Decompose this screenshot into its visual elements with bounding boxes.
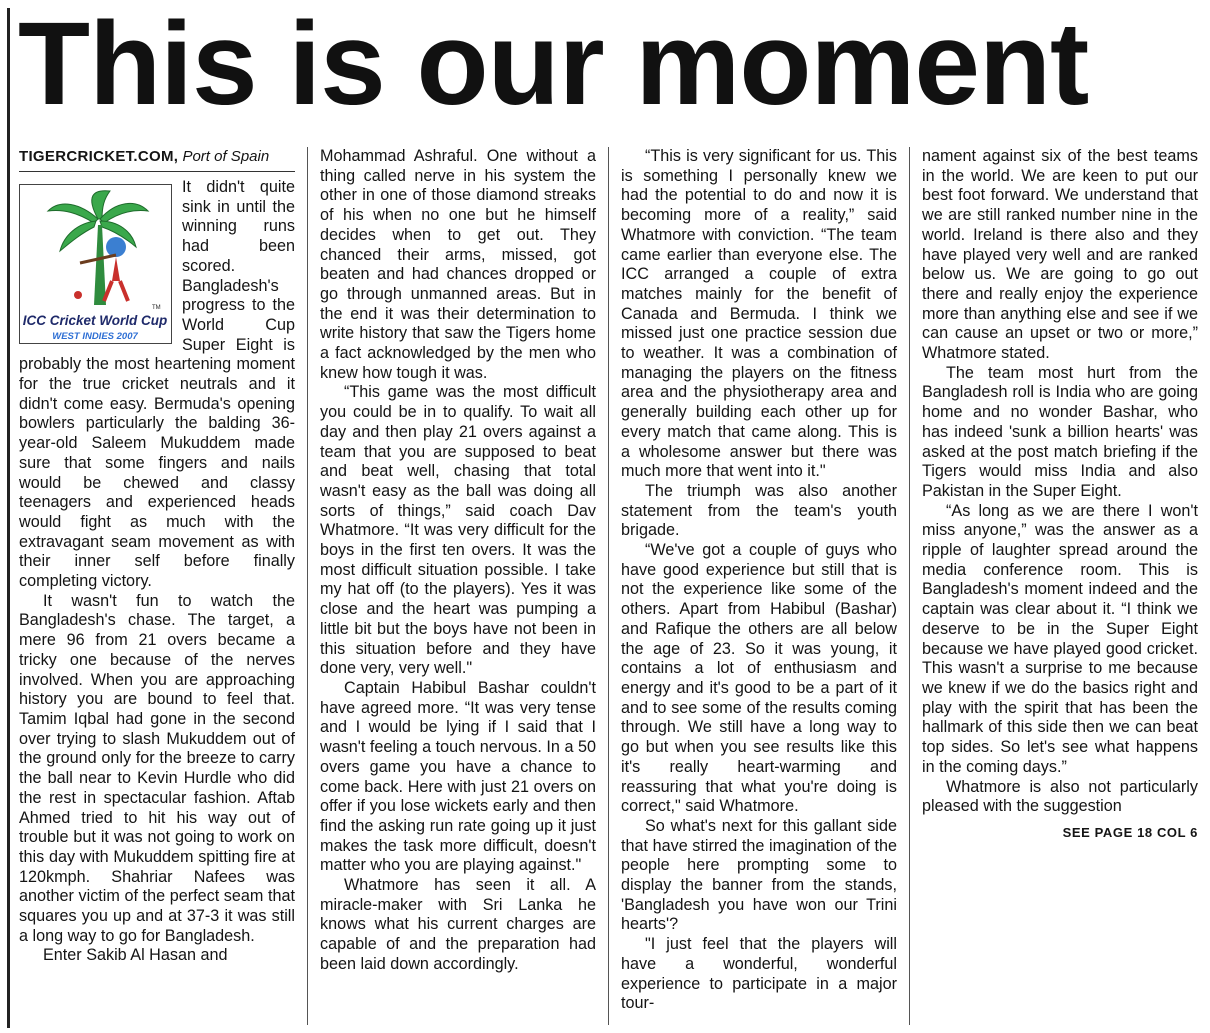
paragraph: The triumph was also another statement from the team's youth brigade. <box>621 481 897 540</box>
paragraph: “We've got a couple of guys who have good experience but still that is not the experience like some of the others. Apart from Habibul (Bashar) and Rafique the others are all below the age of 23. So it was young, it contains a lot of enthusiasm and energy and it's good to be a part of it and to see some of the results coming through. We still have a long way to go but when you see results like this it's really heart-warming and reassuring that what you're doing is correct," said Whatmore. <box>621 541 897 816</box>
paragraph: Whatmore is also not particularly pleased with the suggestion <box>922 777 1198 816</box>
headline: This is our moment <box>18 0 1089 130</box>
paragraph: nament against six of the best teams in the world. We are keen to put our best foot forward. We understand that we are still ranked number nine in the world. Ireland is there also and they have played very well and are ranked below us. We are going to go out there and really enjoy the experience more than anything else and see if we can cause an upset or two or more,” Whatmore stated. <box>922 147 1198 363</box>
paragraph: Mohammad Ashraful. One without a thing called nerve in his system the other in one of those diamond streaks of his when no one but he himself decides when to get out. They chanced their arms, missed, got beaten and had chances dropped or go through unmanned areas. But in the end it was their determination to write history that saw the Tigers home a fact acknowledged by the men who knew how tough it was. <box>320 147 596 382</box>
paragraph: The team most hurt from the Bangladesh roll is India who are going home and no wonder Bashar, who has indeed 'sunk a billion hearts' was asked at the post match briefing if the Tigers would miss India and also Pakistan in the Super Eight. <box>922 363 1198 500</box>
continuation-note: SEE PAGE 18 COL 6 <box>1062 824 1198 840</box>
paragraph: It wasn't fun to watch the Bangladesh's chase. The target, a mere 96 from 21 overs became a tricky one because of the nerves involved. When you are approaching history you are bound to feel that. Tamim Iqbal had gone in the second over trying to slash Mukuddem out of the ground only for the breeze to carry the ball near to Kevin Hurdle who did the rest in spectacular fashion. Aftab Ahmed tried to hit his way out of trouble but it was not going to work on this day with Mukuddem spitting fire at 120kmph. Shahriar Nafees was another victim of the perfect seam that squares you up and at 37-3 it was still a long way to go for Bangladesh. <box>19 591 295 945</box>
logo-title: ICC Cricket World Cup <box>22 313 168 328</box>
column-2 <box>320 147 596 975</box>
paragraph: "I just feel that the players will have a wonderful, wonderful experience to participate in a major tour- <box>621 935 897 1013</box>
left-margin-rule <box>7 8 10 1028</box>
paragraph: It didn't quite sink in until the winning runs had been scored. Bangladesh's progress to the World Cup Super Eight is probably the most heartening moment for the true cricket neutrals and it didn't come easy. Bermuda's opening bowlers particularly the balding 36-year-old Saleem Mukuddem made sure that some fingers and nails would be chewed and classy teenagers and experienced heads would fight as much with the extravagant seam movement as with their inner self before finally completing victory. <box>19 178 295 591</box>
logo-subtitle: WEST INDIES 2007 <box>52 331 138 342</box>
paragraph: “This game was the most difficult you could be in to qualify. To wait all day and then play 21 overs against a team that you are supposed to beat and beat well, chasing that total wasn't easy as the ball was doing all sorts of things,” said coach Dav Whatmore. “It was very difficult for the boys in the first ten overs. It was the most difficult situation possible. I take my hat off (to the players). Yes it was close and the heart was pumping a little bit but the boys have not been in this situation before and they have done very, very well." <box>320 383 596 678</box>
world-cup-logo-graphic <box>20 185 171 343</box>
byline-place: Port of Spain <box>182 148 270 165</box>
column-divider <box>909 147 910 1025</box>
paragraph: “This is very significant for us. This is something I personally knew we had the potential to do and now it is becoming more of a reality,” said Whatmore with conviction. “The team came earlier than everyone else. The ICC arranged a couple of extra matches mainly for the benefit of Canada and Bermuda. I think we missed just one practice session due to weather. It was a combination of managing the players on the fitness area and the physiotherapy area and generally building each other up for every match that came along. This is a wholesome answer but there was much more that went into it." <box>621 147 897 481</box>
column-divider <box>307 147 308 1025</box>
paragraph: Captain Habibul Bashar couldn't have agreed more. “It was very tense and I would be lying if I said that I wasn't feeling a touch nervous. In a 50 overs game you have a chance to come back. Here with just 21 overs on offer if you lose wickets early and then find the asking run rate going up it just makes the task more difficult, doesn't matter who you are playing against." <box>320 678 596 875</box>
column-4 <box>922 147 1198 843</box>
paragraph: “As long as we are there I won't miss anyone,” was the answer as a ripple of laughter spread around the media conference room. This is Bangladesh's moment indeed and the captain was clear about it. “I think we deserve to be in the Super Eight because we have played good cricket. This wasn't a surprise to me because we knew if we do the basics right and play with the spirit that has been the hallmark of this side then we can beat top sides. So let's see what happens in the coming days.” <box>922 501 1198 776</box>
column-1 <box>19 147 295 966</box>
paragraph: So what's next for this gallant side that have stirred the imagination of the people here prompting some to display the banner from the stands, 'Bangladesh you have won our Trini hearts'? <box>621 816 897 934</box>
column-divider <box>608 147 609 1025</box>
paragraph: Enter Sakib Al Hasan and <box>43 946 228 965</box>
byline-source: TIGERCRICKET.COM, <box>19 148 179 165</box>
column-3 <box>621 147 897 1014</box>
logo-tm: TM <box>152 305 161 311</box>
paragraph: Whatmore has seen it all. A miracle-maker with Sri Lanka he knows what his current charges are capable of and the preparation had been laid down accordingly. <box>320 876 596 973</box>
byline <box>19 147 295 172</box>
world-cup-logo <box>19 184 172 344</box>
